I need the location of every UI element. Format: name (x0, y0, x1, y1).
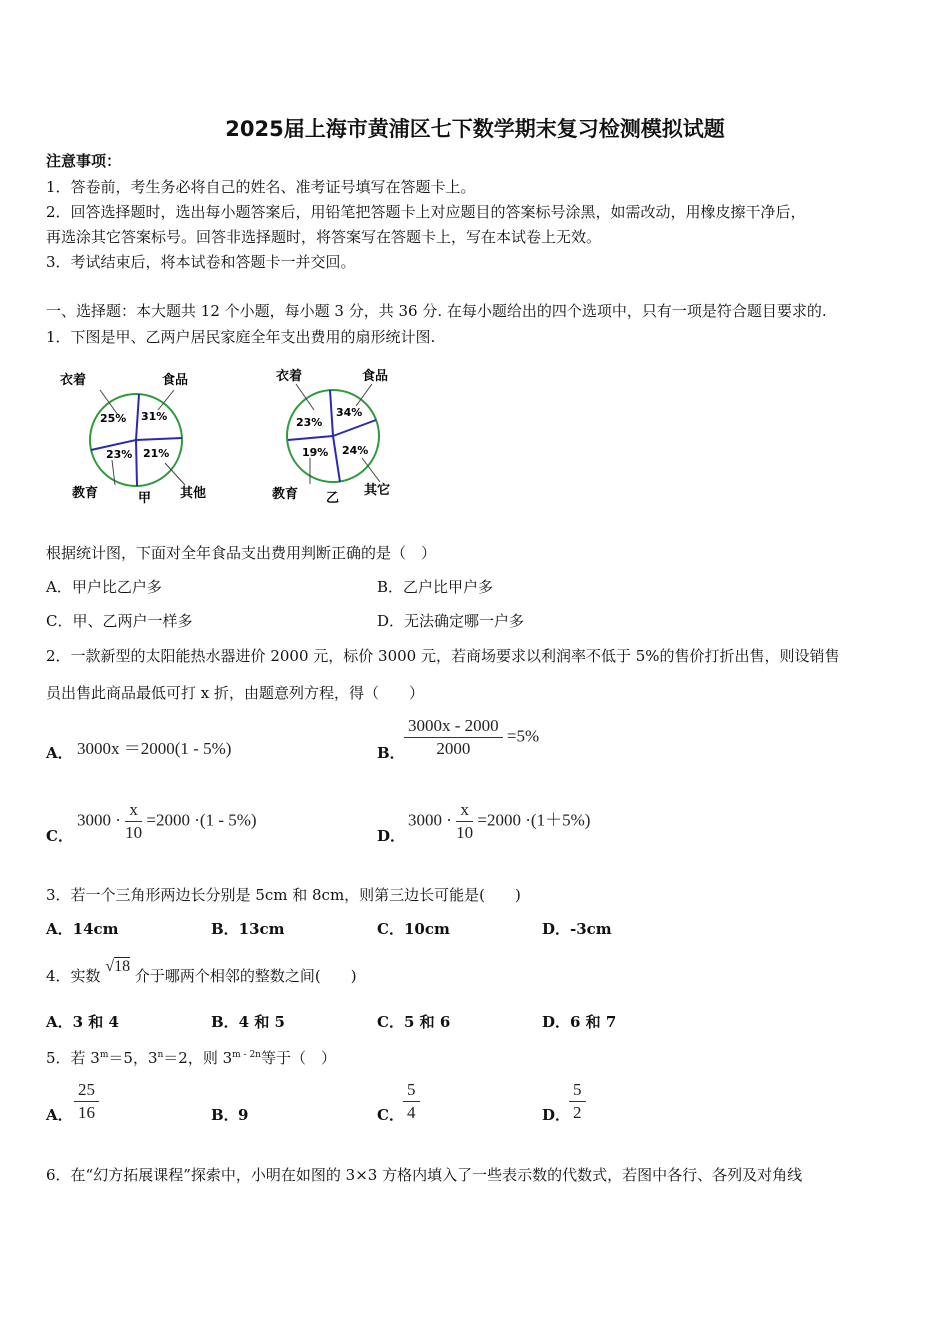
pie-divider (136, 394, 139, 440)
pie-value-label: 24% (342, 444, 369, 457)
pie-title: 乙 (326, 491, 340, 506)
radicand: 18 (114, 958, 131, 975)
fraction-denominator: 2 (573, 1103, 582, 1122)
expression-part: 3000 · (408, 810, 452, 830)
q2-option-c[interactable] (77, 799, 257, 844)
pie-value-label: 19% (302, 446, 329, 459)
fraction-numerator: 3000x - 2000 (404, 715, 503, 738)
pie-divider (288, 436, 333, 440)
q3-option-a[interactable]: A．14cm (46, 920, 119, 938)
fraction-numerator: x (456, 799, 473, 822)
q5-label-d: D． (542, 1106, 571, 1124)
q3-option-d[interactable]: D．-3cm (542, 920, 612, 938)
q4-stem-post: 介于哪两个相邻的整数之间( ) (134, 967, 357, 985)
pie-value-label: 23% (296, 416, 323, 429)
q2-option-b[interactable] (404, 715, 539, 760)
fraction-numerator: 5 (569, 1079, 586, 1102)
q4-option-a[interactable]: A．3 和 4 (46, 1013, 119, 1031)
q5-option-a[interactable] (74, 1079, 99, 1124)
q2-label-a: A． (46, 744, 73, 762)
pie-value-label: 25% (100, 412, 127, 425)
equation-rhs: =5% (506, 726, 540, 746)
section-heading: 一、选择题：本大题共 12 个小题，每小题 3 分，共 36 分. 在每小题给出的四个选项中，只有一项是符合题目要求的. (46, 302, 827, 320)
q3-option-b[interactable]: B．13cm (211, 920, 285, 938)
pie-value-label: 31% (141, 410, 168, 423)
pie-category-label: 其他 (180, 486, 207, 501)
fraction-denominator: 10 (456, 823, 474, 842)
q2-option-d[interactable] (408, 799, 590, 844)
q2-option-a[interactable]: 3000x ＝2000(1 - 5%) (77, 739, 232, 758)
pie-category-label: 其它 (364, 483, 391, 498)
q2-label-d: D． (377, 827, 406, 845)
q2-stem-line2: 员出售此商品最低可打 x 折，由题意列方程，得（ ） (46, 684, 424, 702)
q5-label-a: A． (46, 1106, 73, 1124)
pie-title: 甲 (138, 491, 152, 506)
pie-value-label: 23% (106, 448, 133, 461)
pie-category-label: 教育 (272, 487, 299, 502)
fraction-numerator: x (125, 799, 142, 822)
expression-part: 3000 · (77, 810, 121, 830)
notice-item: 2．回答选择题时，选出每小题答案后，用铅笔把答题卡上对应题目的答案标号涂黑，如需改动，用橡皮擦干净后， (46, 203, 806, 221)
q1-stem: 1．下图是甲、乙两户居民家庭全年支出费用的扇形统计图. (46, 328, 436, 346)
pie-category-label: 衣着 (60, 373, 87, 388)
fraction-numerator: 5 (403, 1079, 420, 1102)
q1-option-c[interactable]: C．甲、乙两户一样多 (46, 612, 193, 630)
q5-stem: 5．若 $3^m=5$，$3^n=2$，则 $3^{m - 2n}$等于（ ） (46, 1049, 336, 1067)
q4-stem (46, 958, 357, 987)
q1-question: 根据统计图，下面对全年食品支出费用判断正确的是（ ） (46, 544, 437, 562)
q5-option-d[interactable] (569, 1079, 586, 1124)
q1-option-a[interactable]: A．甲户比乙户多 (46, 578, 162, 596)
q5-option-b[interactable]: 9 (238, 1106, 249, 1124)
q2-label-b: B． (377, 744, 405, 762)
pie-value-label: 21% (143, 447, 170, 460)
fraction-denominator: 4 (407, 1103, 416, 1122)
q3-option-c[interactable]: C．10cm (377, 920, 450, 938)
fraction-denominator: 16 (78, 1103, 95, 1122)
notice-item: 3．考试结束后，将本试卷和答题卡一并交回。 (46, 253, 356, 271)
pie-category-label: 衣着 (276, 369, 303, 384)
pie-category-label: 教育 (72, 486, 99, 501)
q3-stem: 3．若一个三角形两边长分别是 5cm 和 8cm，则第三边长可能是( ) (46, 886, 521, 904)
sqrt-expression: √18 (105, 958, 131, 975)
notice-item: 再选涂其它答案标号。回答非选择题时，将答案写在答题卡上，写在本试卷上无效。 (46, 228, 602, 246)
pie-divider (333, 436, 340, 482)
q4-stem-pre: 4．实数 (46, 967, 101, 985)
fraction-numerator: 25 (74, 1079, 99, 1102)
pie-divider (333, 420, 376, 436)
notice-item: 1．答卷前，考生务必将自己的姓名、准考证号填写在答题卡上。 (46, 178, 476, 196)
page-title: 2025届上海市黄浦区七下数学期末复习检测模拟试题 (225, 117, 725, 141)
pie-value-label: 34% (336, 406, 363, 419)
pie-category-label: 食品 (362, 369, 389, 384)
pie-divider (136, 438, 182, 440)
q1-option-d[interactable]: D．无法确定哪一户多 (377, 612, 525, 630)
pie-chart-jia (60, 372, 206, 506)
q6-stem: 6．在“幻方拓展课程”探索中，小明在如图的 3×3 方格内填入了一些表示数的代数式，若图中各行、各列及对角线 (46, 1166, 803, 1184)
fraction-denominator: 2000 (436, 739, 471, 758)
notice-heading: 注意事项： (46, 152, 122, 170)
expression-part: =2000 ·(1 - 5%) (146, 810, 257, 830)
pie-category-label: 食品 (162, 373, 189, 388)
q4-option-c[interactable]: C．5 和 6 (377, 1013, 451, 1031)
q1-option-b[interactable]: B．乙户比甲户多 (377, 578, 494, 596)
q2-stem-line1: 2．一款新型的太阳能热水器进价 2000 元，标价 3000 元，若商场要求以利润率不低于 5%的售价打折出售，则设销售 (46, 647, 840, 665)
q4-option-b[interactable]: B．4 和 5 (211, 1013, 285, 1031)
pie-divider (330, 390, 333, 436)
q5-option-c[interactable] (403, 1079, 420, 1124)
q1-pie-charts (40, 360, 420, 515)
q4-option-d[interactable]: D．6 和 7 (542, 1013, 617, 1031)
q5-label-c: C． (377, 1106, 404, 1124)
expression-part: =2000 ·(1＋5%) (477, 810, 591, 830)
q2-label-c: C． (46, 827, 73, 845)
fraction-denominator: 10 (125, 823, 143, 842)
pie-divider (136, 440, 137, 486)
pie-chart-yi (271, 368, 390, 506)
q5-label-b: B． (211, 1106, 239, 1124)
